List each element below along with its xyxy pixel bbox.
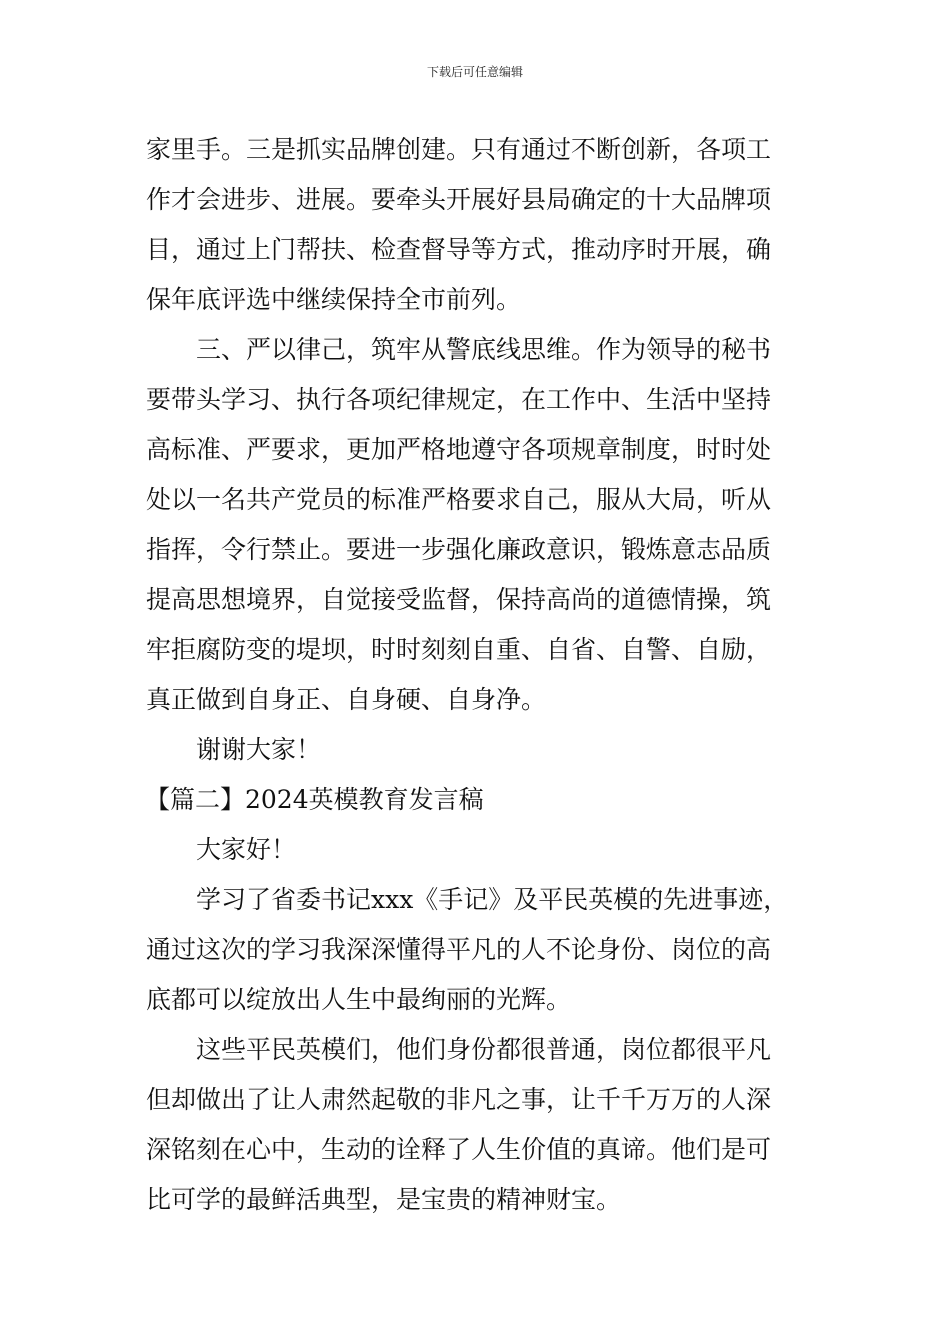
greeting-text: 大家好！ bbox=[196, 835, 297, 864]
text-line: 深铭刻在心中，生动的诠释了人生价值的真谛。他们是可 bbox=[146, 1135, 772, 1164]
text-line: 提高思想境界，自觉接受监督，保持高尚的道德情操，筑 bbox=[146, 585, 772, 614]
document-body bbox=[146, 125, 810, 1225]
paragraph bbox=[146, 1025, 810, 1225]
text-line: 处以一名共产党员的标准严格要求自己，服从大局，听从 bbox=[146, 485, 772, 514]
text-line: 家里手。三是抓实品牌创建。只有通过不断创新，各项工 bbox=[146, 135, 772, 164]
text-line: 作才会进步、进展。要牵头开展好县局确定的十大品牌项 bbox=[146, 185, 772, 214]
text-line: 但却做出了让人肃然起敬的非凡之事，让千千万万的人深 bbox=[146, 1085, 772, 1114]
text-line: 高标准、严要求，更加严格地遵守各项规章制度，时时处 bbox=[146, 435, 772, 464]
text-line: 牢拒腐防变的堤坝，时时刻刻自重、自省、自警、自励， bbox=[146, 635, 772, 664]
text-line: 指挥，令行禁止。要进一步强化廉政意识，锻炼意志品质 bbox=[146, 535, 772, 564]
paragraph bbox=[146, 325, 810, 725]
closing-text: 谢谢大家！ bbox=[196, 735, 322, 764]
text-line: 目，通过上门帮扶、检查督导等方式，推动序时开展，确 bbox=[146, 235, 772, 264]
text-line: 通过这次的学习我深深懂得平凡的人不论身份、岗位的高 bbox=[146, 935, 772, 964]
text-line: 要带头学习、执行各项纪律规定，在工作中、生活中坚持 bbox=[146, 385, 772, 414]
paragraph bbox=[146, 125, 810, 325]
text-line: 比可学的最鲜活典型，是宝贵的精神财宝。 bbox=[146, 1185, 622, 1214]
section-title: 【篇二】2024英模教育发言稿 bbox=[145, 785, 484, 814]
text-line: 这些平民英模们，他们身份都很普通，岗位都很平凡 bbox=[196, 1035, 772, 1064]
text-line: 保年底评选中继续保持全市前列。 bbox=[146, 285, 522, 314]
text-line: 学习了省委书记xxx《手记》及平民英模的先进事迹， bbox=[196, 885, 789, 914]
text-line: 底都可以绽放出人生中最绚丽的光辉。 bbox=[146, 985, 572, 1014]
paragraph bbox=[146, 875, 810, 1025]
text-line: 三、严以律己，筑牢从警底线思维。作为领导的秘书 bbox=[196, 335, 772, 364]
text-line: 真正做到自身正、自身硬、自身净。 bbox=[146, 685, 547, 714]
page-header: 下载后可任意编辑 bbox=[426, 65, 523, 79]
